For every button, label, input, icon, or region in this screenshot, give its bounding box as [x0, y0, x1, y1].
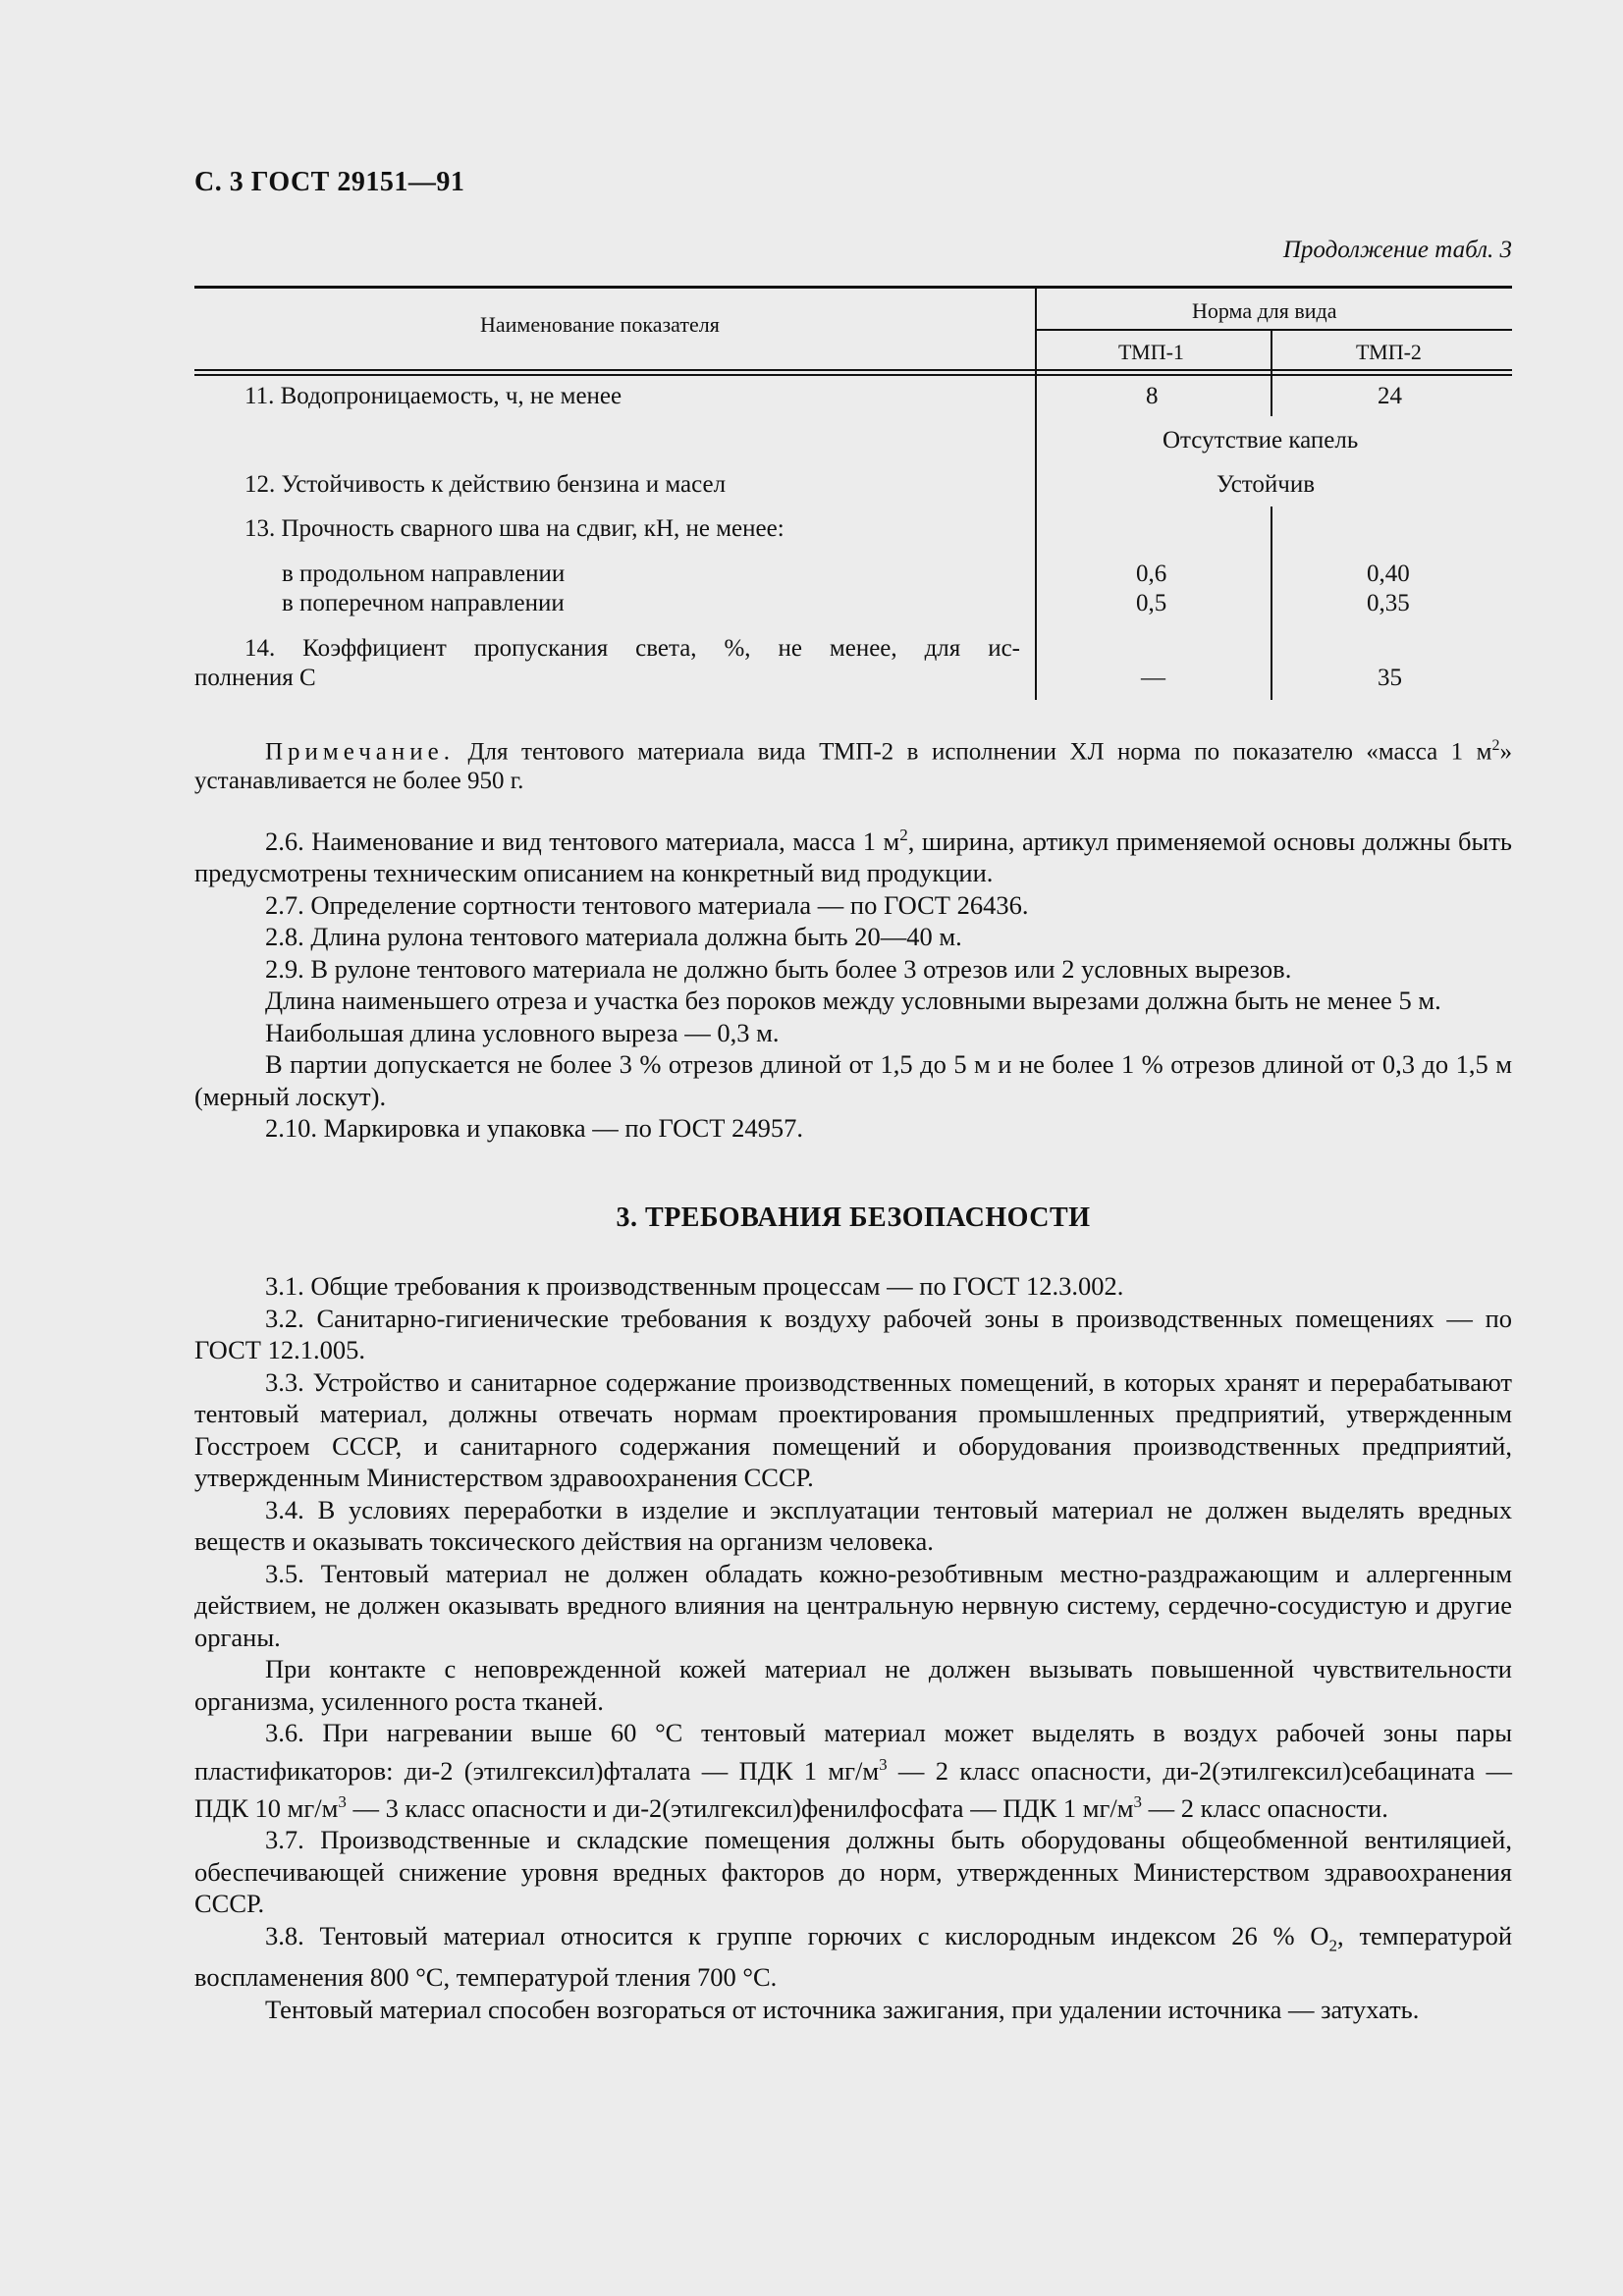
row-14-name-line1: 14. Коэффициент пропускания света, %, не менее, для ис- [244, 635, 1020, 662]
table-subheader-rule [1036, 329, 1512, 331]
row-12-name: 12. Устойчивость к действию бензина и масел [244, 471, 727, 498]
table-vline-main [1035, 288, 1037, 700]
row-13a-tmp1: 0,6 [1136, 561, 1167, 587]
para-3-2: 3.2. Санитарно-гигиенические требования к воздуху рабочей зоны в производственных помещениях — по ГОСТ 12.1.005. [194, 1303, 1512, 1364]
section-3-body [194, 1270, 1512, 2025]
table-note [194, 731, 1512, 796]
para-3-4: 3.4. В условиях переработки в изделие и эксплуатации тентовый материал не должен выделять вредных веществ и оказывать токсического действия на организм человека. [194, 1494, 1512, 1556]
col-group-header: Норма для вида [1192, 298, 1337, 323]
row-12-common: Устойчив [1217, 471, 1316, 498]
table-caption: Продолжение табл. 3 [1282, 237, 1512, 263]
col-tmp2-header: ТМП-2 [1356, 340, 1422, 364]
row-11-tmp2: 24 [1378, 383, 1402, 409]
para-2-8: 2.8. Длина рулона тентового материала должна быть 20—40 м. [265, 922, 962, 952]
table-vline-split-r13 [1271, 507, 1272, 700]
para-3-1: 3.1. Общие требования к производственным процессам — по ГОСТ 12.3.002. [265, 1271, 1124, 1301]
col-name-header: Наименование показателя [480, 312, 720, 337]
col-tmp1-header: ТМП-1 [1118, 340, 1184, 364]
row-13b-name: в поперечном направлении [282, 590, 565, 616]
row-11-common: Отсутствие капель [1163, 427, 1359, 454]
para-3-5-b: При контакте с неповрежденной кожей материал не должен вызывать повышенной чувствительности организма, усиленного роста тканей. [194, 1654, 1512, 1716]
table-vline-split-header [1271, 330, 1272, 416]
row-14-name-line2: полнения С [194, 665, 316, 691]
para-3-3: 3.3. Устройство и санитарное содержание производственных помещений, в которых хранят и перерабатывают тентовый материал, должны отвечать нормам проектирования промышленных предприятий, утвержденным Госстроем СССР, и санитарного содержания помещений и оборудования производственных предприятий, утвержденным Министерством здравоохранения СССР. [194, 1366, 1512, 1492]
row-13b-tmp1: 0,5 [1136, 590, 1167, 616]
para-2-9-c: Наибольшая длина условного выреза — 0,3 м. [265, 1017, 780, 1047]
section-2-body [194, 820, 1512, 1145]
note-text-b: » устанавливается не более 950 г. [194, 738, 1512, 795]
table-header-rule-1 [194, 369, 1512, 371]
para-2-6: 2.6. Наименование и вид тентового материала, масса 1 $м^2$, ширина, артикул применяемой основы должны быть предусмотрены техническим описанием на конкретный вид продукции. [194, 826, 1513, 888]
para-3-8-b: Тентовый материал способен возгораться от источника зажигания, при удалении источника — затухать. [265, 1994, 1420, 2024]
row-13a-name: в продольном направлении [282, 561, 566, 587]
row-11-tmp1: 8 [1146, 383, 1159, 409]
table-top-rule [194, 286, 1512, 289]
row-13a-tmp2: 0,40 [1367, 561, 1410, 587]
note-sup: 2 [1491, 737, 1500, 754]
row-14-tmp2: 35 [1378, 665, 1402, 691]
table-header-rule-2 [194, 374, 1512, 376]
row-13b-tmp2: 0,35 [1367, 590, 1410, 616]
row-13-name: 13. Прочность сварного шва на сдвиг, кН, не менее: [244, 515, 784, 542]
row-14-tmp1: — [1141, 665, 1165, 691]
para-2-9-b: Длина наименьшего отреза и участка без пороков между условными вырезами должна быть не менее 5 м. [265, 986, 1441, 1016]
para-2-9-d: В партии допускается не более 3 % отрезов длиной от 1,5 до 5 м и не более 1 % отрезов длиной от 0,3 до 1,5 м (мерный лоскут). [194, 1049, 1512, 1111]
para-3-5: 3.5. Тентовый материал не должен обладать кожно-резобтивным местно-раздражающим и аллергенным действием, не должен оказывать вредного влияния на центральную нервную систему, сердечно-сосудистую и другие органы. [194, 1558, 1512, 1652]
page-header: С. 3 ГОСТ 29151—91 [194, 167, 465, 197]
para-3-8: 3.8. Тентовый материал относится к группе горючих с кислородным индексом 26 % $О_2$, температурой воспламенения 800 °С, температурой тления 700 °С. [194, 1920, 1513, 1993]
section-3-title: 3. ТРЕБОВАНИЯ БЕЗОПАСНОСТИ [616, 1202, 1091, 1233]
para-3-7: 3.7. Производственные и складские помещения должны быть оборудованы общеобменной вентиляцией, обеспечивающей снижение уровня вредных факторов до норм, утвержденных Министерством здравоохранения СССР. [194, 1825, 1512, 1919]
para-2-10: 2.10. Маркировка и упаковка — по ГОСТ 24957. [265, 1113, 803, 1144]
note-label: Примечание. [265, 738, 456, 766]
row-11-name: 11. Водопроницаемость, ч, не менее [244, 383, 622, 409]
para-2-9: 2.9. В рулоне тентового материала не должно быть более 3 отрезов или 2 условных вырезов. [265, 953, 1292, 984]
para-2-7: 2.7. Определение сортности тентового материала — по ГОСТ 26436. [265, 889, 1029, 920]
para-3-6: 3.6. При нагревании выше 60 °С тентовый материал может выделять в воздух рабочей зоны пары пластификаторов: ди-2 (этилгексил)фталата — ПДК 1 $мг/м^3$ — 2 класс опасности, ди-2(этилгексил)себацината — ПДК 10 $мг/м^3$ — 3 класс опасности и ди-2(этилгексил)фенилфосфата — ПДК 1 $мг/м^3$ — 2 класс опасности. [194, 1718, 1512, 1823]
note-text-a: Для тентового материала вида ТМП-2 в исполнении ХЛ норма по показателю «масса 1 м [455, 738, 1492, 766]
